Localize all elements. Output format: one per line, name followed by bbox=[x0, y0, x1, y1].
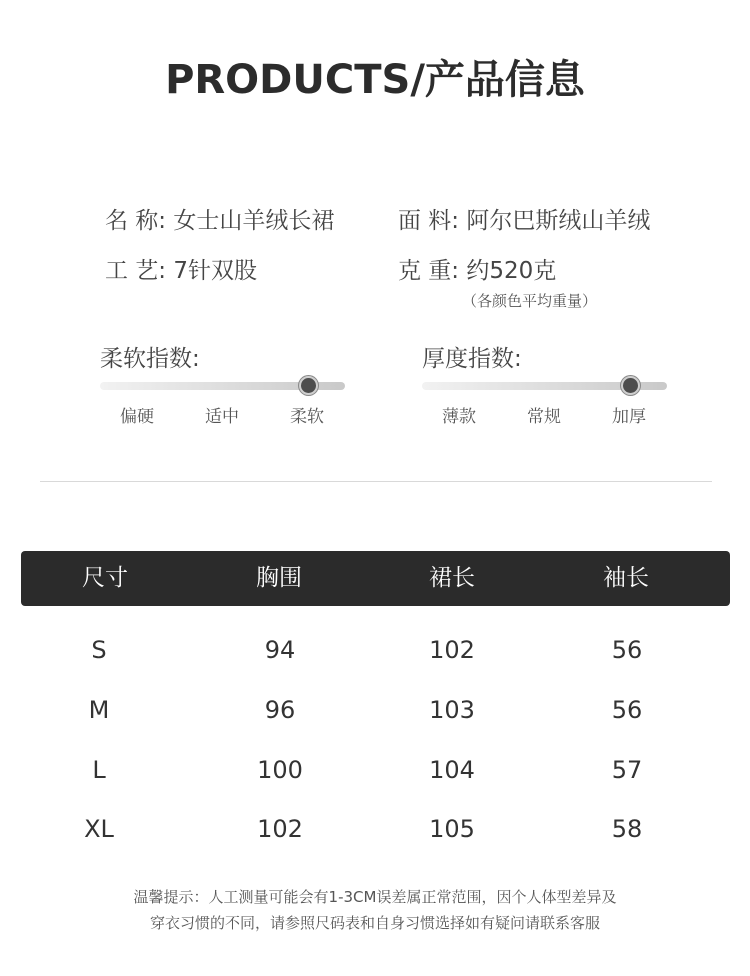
header-skirt-length: 裙长 bbox=[429, 565, 475, 591]
cell-bust: 100 bbox=[257, 756, 303, 784]
weight-label: 克 重: bbox=[398, 258, 460, 284]
weight-note: （各颜色平均重量） bbox=[462, 292, 598, 310]
cell-bust: 102 bbox=[257, 815, 303, 843]
cell-skirt-length: 105 bbox=[429, 815, 475, 843]
name-row bbox=[105, 202, 334, 235]
softness-tick-soft: 柔软 bbox=[290, 407, 324, 427]
thickness-tick-regular: 常规 bbox=[527, 407, 561, 427]
thickness-slider-knob bbox=[621, 376, 640, 395]
header-bust: 胸围 bbox=[256, 565, 302, 591]
weight-value: 约520克 bbox=[466, 258, 557, 284]
cell-sleeve-length: 57 bbox=[611, 756, 643, 784]
fabric-row bbox=[398, 202, 650, 235]
page-title: PRODUCTS/产品信息 bbox=[165, 57, 585, 103]
softness-slider-knob bbox=[299, 376, 318, 395]
thickness-index-title: 厚度指数: bbox=[422, 346, 522, 372]
craft-value: 7针双股 bbox=[173, 258, 258, 284]
size-table-header bbox=[21, 551, 730, 606]
fabric-label: 面 料: bbox=[398, 208, 460, 234]
cell-bust: 96 bbox=[264, 696, 296, 724]
thickness-tick-thick: 加厚 bbox=[612, 407, 646, 427]
fabric-value: 阿尔巴斯绒山羊绒 bbox=[466, 208, 651, 234]
craft-row bbox=[105, 252, 257, 285]
cell-sleeve-length: 58 bbox=[611, 815, 643, 843]
weight-row bbox=[398, 252, 556, 285]
thickness-tick-thin: 薄款 bbox=[442, 407, 476, 427]
softness-tick-medium: 适中 bbox=[205, 407, 239, 427]
header-sleeve-length: 袖长 bbox=[603, 565, 649, 591]
softness-tick-hard: 偏硬 bbox=[120, 407, 154, 427]
name-label: 名 称: bbox=[105, 208, 167, 234]
cell-skirt-length: 104 bbox=[429, 756, 475, 784]
cell-skirt-length: 103 bbox=[429, 696, 475, 724]
cell-size: S bbox=[91, 636, 107, 664]
tip-line-2: 穿衣习惯的不同，请参照尺码表和自身习惯选择如有疑问请联系客服 bbox=[149, 914, 600, 932]
name-value: 女士山羊绒长裙 bbox=[173, 208, 335, 234]
softness-index-title: 柔软指数: bbox=[100, 346, 200, 372]
cell-skirt-length: 102 bbox=[429, 636, 475, 664]
cell-sleeve-length: 56 bbox=[611, 696, 643, 724]
craft-label: 工 艺: bbox=[105, 258, 167, 284]
cell-size: XL bbox=[84, 815, 114, 843]
header-size: 尺寸 bbox=[82, 565, 128, 591]
cell-size: L bbox=[92, 756, 106, 784]
tip-line-1: 温馨提示：人工测量可能会有1-3CM误差属正常范围，因个人体型差异及 bbox=[133, 888, 617, 906]
section-divider bbox=[40, 481, 712, 482]
cell-sleeve-length: 56 bbox=[611, 636, 643, 664]
cell-size: M bbox=[88, 696, 110, 724]
cell-bust: 94 bbox=[264, 636, 296, 664]
